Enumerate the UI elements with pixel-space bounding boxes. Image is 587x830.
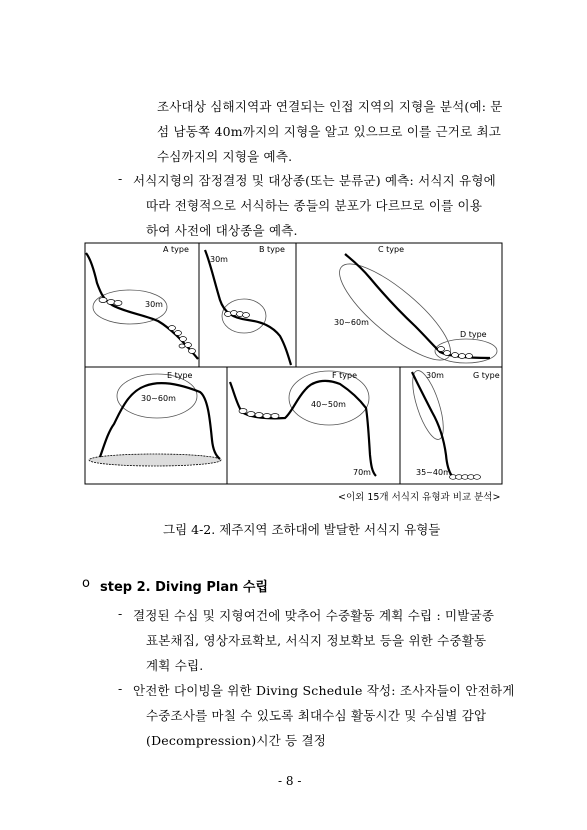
label-g-type: G type xyxy=(473,371,500,380)
label-e-type: E type xyxy=(167,371,193,380)
bullet3-dash: - xyxy=(118,681,123,696)
bullet2-dash: - xyxy=(118,606,123,621)
label-f-depth: 40~50m xyxy=(311,400,346,409)
panel-cd xyxy=(296,243,502,367)
label-a-type: A type xyxy=(163,245,189,254)
bullet1-line-2: 따라 전형적으로 서식하는 종들의 분포가 다르므로 이를 이용 xyxy=(146,198,483,213)
panel-f-drawing xyxy=(230,371,376,476)
bullet2-line-3: 계획 수립. xyxy=(146,658,204,673)
step2-bullet-icon: o xyxy=(82,576,90,591)
bullet1-line-1: 서식지형의 잠정결정 및 대상종(또는 분류군) 예측: 서식지 유형에 xyxy=(133,173,496,188)
panel-f xyxy=(227,367,400,484)
label-g-bottom: 35~40m xyxy=(416,468,451,477)
bullet1-line-3: 하여 사전에 대상종을 예측. xyxy=(146,223,298,238)
bullet3-line-1: 안전한 다이빙을 위한 Diving Schedule 작성: 조사자들이 안전하게 xyxy=(133,683,515,698)
bullet3-line-2: 수중조사를 마칠 수 있도록 최대수심 활동시간 및 수심별 감압 xyxy=(146,708,487,723)
label-b-type: B type xyxy=(259,245,285,254)
label-g-top: 30m xyxy=(426,371,444,380)
panel-e-drawing xyxy=(89,374,221,466)
label-e-depth: 30~60m xyxy=(141,394,176,403)
bullet3-line-3: (Decompression)시간 등 결정 xyxy=(146,733,327,748)
panel-g xyxy=(400,367,502,484)
label-c-type: C type xyxy=(378,245,404,254)
figure-source-note: <이외 15개 서식지 유형과 비교 분석> xyxy=(338,492,501,503)
panel-e xyxy=(85,367,227,484)
panel-a xyxy=(85,243,199,367)
label-a-depth: 30m xyxy=(145,300,163,309)
label-b-depth: 30m xyxy=(210,255,228,264)
panel-cd-drawing xyxy=(327,250,497,374)
panel-b-drawing xyxy=(205,250,291,365)
page-number: - 8 - xyxy=(278,774,302,788)
intro-line-2: 섬 남동쪽 40m까지의 지형을 알고 있으므로 이를 근거로 최고 xyxy=(157,124,502,139)
intro-line-1: 조사대상 심해지역과 연결되는 인접 지역의 지형을 분석(예: 문 xyxy=(157,99,503,114)
intro-line-3: 수심까지의 지형을 예측. xyxy=(157,149,293,164)
bullet2-line-2: 표본채집, 영상자료확보, 서식지 정보확보 등을 위한 수중활동 xyxy=(146,633,487,648)
panel-a-drawing xyxy=(86,253,198,359)
label-f-bottom: 70m xyxy=(353,468,371,477)
panel-g-drawing xyxy=(406,367,480,479)
label-d-type: D type xyxy=(460,330,487,339)
bullet2-line-1: 결정된 수심 및 지형여건에 맞추어 수중활동 계획 수립 : 미발굴종 xyxy=(133,608,495,623)
label-f-type: F type xyxy=(332,371,358,380)
bullet1-dash: - xyxy=(118,171,123,186)
label-c-depth: 30~60m xyxy=(334,318,369,327)
step2-title: step 2. Diving Plan 수립 xyxy=(100,580,269,595)
figure-caption: 그림 4-2. 제주지역 조하대에 발달한 서식지 유형들 xyxy=(163,522,441,537)
